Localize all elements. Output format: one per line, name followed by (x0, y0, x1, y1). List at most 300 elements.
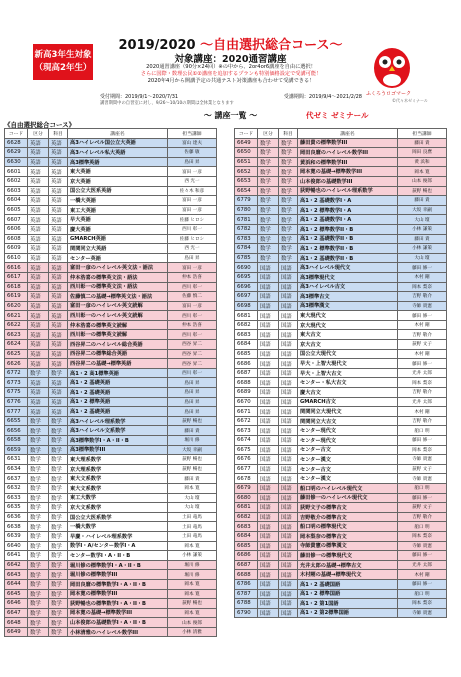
cell-code: 6687 (235, 560, 258, 570)
cell-name: センター漢文 (298, 455, 398, 465)
table-row (235, 474, 447, 484)
cell-name: 西谷昇二のハイレベル総合英語 (68, 340, 168, 350)
cell-tea: 吉野 敬介 (398, 330, 447, 340)
cell-cat: 英語 (28, 205, 49, 215)
cell-code: 6686 (235, 359, 258, 369)
cell-cat: 数学 (28, 503, 49, 513)
cell-code: 6642 (5, 560, 28, 570)
col-code: コード (235, 129, 258, 139)
cell-code: 6606 (5, 224, 28, 234)
cell-name: 高1・2 基礎英語 (68, 407, 168, 417)
table-row (5, 282, 217, 292)
cell-sub: 数学 (49, 551, 68, 561)
cell-name: 京大古文 (298, 340, 398, 350)
cell-sub: 英語 (49, 301, 68, 311)
cell-tea: 藤田 修一 (398, 579, 447, 589)
cell-cat: 数学 (28, 531, 49, 541)
cell-name: 岡田良麿のハイレベル数学III (298, 148, 398, 158)
cell-tea: 富田 一彦 (168, 196, 217, 206)
cell-name: 富田一彦のハイレベル英文読解 (68, 301, 168, 311)
cell-sub: 数学 (49, 464, 68, 474)
cell-code: 6629 (5, 148, 28, 158)
cell-tea: 光井 太郎 (398, 368, 447, 378)
table-row (235, 560, 447, 570)
col-category: 区分 (28, 129, 49, 139)
cell-cat: 国語 (258, 263, 279, 273)
header (0, 0, 461, 118)
cell-cat: 国語 (258, 464, 279, 474)
cell-code: 6675 (235, 445, 258, 455)
cell-cat: 英語 (28, 301, 49, 311)
cell-tea: 藤田 修一 (398, 436, 447, 446)
cell-tea: 大山 壇 (398, 253, 447, 263)
cell-tea: 仲本 浩喜 (168, 320, 217, 330)
cell-name: 仲本浩喜の標準英文法・語法 (68, 272, 168, 282)
cell-sub: 国語 (279, 388, 298, 398)
cell-cat: 英語 (28, 330, 49, 340)
cell-tea: 岡本 梨奈 (398, 599, 447, 609)
cell-sub: 数学 (279, 186, 298, 196)
table-row (235, 224, 447, 234)
cell-tea: 寺師 貴憲 (398, 608, 447, 618)
table-row (235, 388, 447, 398)
table-row (235, 416, 447, 426)
cell-tea: 大山 壇 (398, 215, 447, 225)
cell-sub: 国語 (279, 503, 298, 513)
cell-tea: 光井 太郎 (398, 397, 447, 407)
table-row (235, 464, 447, 474)
cell-name: 東大理系数学 (68, 455, 168, 465)
cell-tea: 荻野 暢也 (168, 464, 217, 474)
cell-sub: 英語 (49, 388, 68, 398)
table-row (235, 426, 447, 436)
cell-sub: 英語 (49, 359, 68, 369)
cell-sub: 数学 (49, 455, 68, 465)
cell-tea: 富田 一彦 (168, 301, 217, 311)
cell-code: 6645 (5, 589, 28, 599)
table-row (235, 503, 447, 513)
cell-tea: 堀川 修 (168, 436, 217, 446)
cell-name: 岡田良麿の標準数学I・A・II・B (68, 579, 168, 589)
cell-name: 国公立大医系数学 (68, 512, 168, 522)
logo-copy: ©代々木ゼミナール (392, 98, 428, 103)
cell-cat: 数学 (28, 618, 49, 628)
cell-name: 早大英語 (68, 215, 168, 225)
cell-code: 6632 (5, 483, 28, 493)
cell-cat: 国語 (258, 579, 279, 589)
cell-code: 6685 (235, 349, 258, 359)
table-row (5, 148, 217, 158)
cell-name: 高1・2 基礎国語 (298, 579, 398, 589)
cell-code: 6776 (5, 397, 28, 407)
cell-sub: 国語 (279, 474, 298, 484)
cell-sub: 英語 (49, 292, 68, 302)
cell-name: 堀川修の標準数学III (68, 570, 168, 580)
cell-code: 6784 (235, 244, 258, 254)
cell-tea: 山本 俊郎 (168, 618, 217, 628)
cell-code: 6639 (5, 531, 28, 541)
cell-cat: 英語 (28, 138, 49, 148)
cell-sub: 国語 (279, 407, 298, 417)
cell-name: 高1・2 標準数学I・A (298, 205, 398, 215)
logo-caption: ふくろうロゴマーク (366, 91, 412, 97)
cell-code: 6775 (5, 388, 28, 398)
cell-cat: 数学 (28, 551, 49, 561)
cell-tea: 西 光一 (168, 176, 217, 186)
table-row (5, 541, 217, 551)
table-row (5, 464, 217, 474)
cell-name: 早慶・ハイレベル理系数学 (68, 531, 168, 541)
cell-tea: 佐藤 慎二 (168, 292, 217, 302)
table-row (235, 196, 447, 206)
cell-sub: 国語 (279, 512, 298, 522)
table-row (235, 570, 447, 580)
col-code: コード (5, 129, 28, 139)
course-table-right (234, 128, 447, 618)
cell-name: 慶大古文 (298, 388, 398, 398)
cell-name: 黄浜和の標準数学III (298, 157, 398, 167)
course-label: 《自由選択総合コース》 (4, 121, 76, 129)
table-row (5, 330, 217, 340)
cell-tea: 富田 一彦 (168, 205, 217, 215)
table-row (235, 272, 447, 282)
cell-name: 高3標準数学I・A・II・B (68, 436, 168, 446)
cell-tea: 木村 剛 (398, 320, 447, 330)
cell-name: 関関同立大古文 (298, 416, 398, 426)
cell-code: 6643 (5, 570, 28, 580)
cell-name: 高1・2 基礎英語 (68, 388, 168, 398)
table-row (235, 378, 447, 388)
cell-cat: 国語 (258, 551, 279, 561)
cell-sub: 数学 (49, 522, 68, 532)
cell-cat: 国語 (258, 599, 279, 609)
cell-tea: 藤田 修一 (398, 551, 447, 561)
cell-tea: 堀川 修 (168, 560, 217, 570)
cell-sub: 数学 (49, 436, 68, 446)
table-row (5, 599, 217, 609)
table-row (5, 474, 217, 484)
cell-sub: 数学 (49, 541, 68, 551)
table-row (5, 292, 217, 302)
table-row (235, 157, 447, 167)
table-row (5, 531, 217, 541)
cell-tea: 木村 剛 (398, 272, 447, 282)
cell-code: 6677 (235, 464, 258, 474)
table-row (5, 359, 217, 369)
cell-code: 6782 (235, 224, 258, 234)
cell-tea: 西川 彰一 (168, 311, 217, 321)
cell-code: 6648 (5, 618, 28, 628)
table-row (235, 186, 447, 196)
cell-code: 6680 (235, 493, 258, 503)
cell-sub: 数学 (279, 176, 298, 186)
table-header (5, 129, 217, 139)
cell-name: 高1・2 基礎数学II・B (298, 234, 398, 244)
cell-sub: 数学 (49, 599, 68, 609)
cell-tea: 岡本 寛 (398, 167, 447, 177)
cell-tea: 荻野 暢也 (168, 416, 217, 426)
cell-code: 6623 (5, 330, 28, 340)
cell-name: 京大理系数学 (68, 464, 168, 474)
table-row (235, 541, 447, 551)
cell-code: 6630 (5, 157, 28, 167)
cell-tea: 佐々木 和彦 (168, 186, 217, 196)
cell-cat: 数学 (258, 205, 279, 215)
cell-cat: 数学 (258, 148, 279, 158)
cell-cat: 英語 (28, 263, 49, 273)
col-subject: 科目 (49, 129, 68, 139)
cell-name: 高3標準古文 (298, 292, 398, 302)
cell-sub: 数学 (279, 148, 298, 158)
cell-sub: 英語 (49, 263, 68, 273)
cell-name: 関関同立大現代文 (298, 407, 398, 417)
cell-cat: 国語 (258, 474, 279, 484)
cell-name: 岡本梨奈の標準古文 (298, 531, 398, 541)
cell-cat: 数学 (258, 176, 279, 186)
cell-cat: 数学 (258, 224, 279, 234)
cell-sub: 数学 (49, 416, 68, 426)
cell-tea: 西谷 昇二 (168, 340, 217, 350)
table-row (5, 263, 217, 273)
badge-line1: 新高3年生対象 (34, 50, 92, 60)
cell-cat: 国語 (258, 368, 279, 378)
cell-sub: 数学 (49, 618, 68, 628)
cell-tea: 寺師 貴憲 (398, 455, 447, 465)
cell-cat: 数学 (28, 416, 49, 426)
cell-code: 6696 (235, 282, 258, 292)
cell-name: 高1・2 第1国語 (298, 599, 398, 609)
cell-tea: 藤田 修一 (398, 493, 447, 503)
cell-sub: 英語 (49, 157, 68, 167)
cell-sub: 国語 (279, 292, 298, 302)
cell-tea: 西谷 昇二 (168, 359, 217, 369)
cell-sub: 英語 (49, 330, 68, 340)
cell-sub: 数学 (49, 503, 68, 513)
cell-code: 6634 (5, 464, 28, 474)
cell-tea: 西川 彰一 (168, 330, 217, 340)
cell-cat: 英語 (28, 272, 49, 282)
cell-sub: 国語 (279, 330, 298, 340)
table-row (5, 244, 217, 254)
cell-cat: 国語 (258, 445, 279, 455)
cell-cat: 数学 (28, 436, 49, 446)
cell-tea: 木村 剛 (398, 570, 447, 580)
table-row (235, 589, 447, 599)
table-row (235, 579, 447, 589)
cell-name: 東大文系数学 (68, 483, 168, 493)
cell-tea: 佐藤 ヒロシ (168, 234, 217, 244)
cell-cat: 数学 (28, 589, 49, 599)
cell-cat: 数学 (28, 579, 49, 589)
table-row (235, 234, 447, 244)
cell-cat: 英語 (28, 148, 49, 158)
cell-sub: 国語 (279, 426, 298, 436)
cell-tea: 藤田 貴 (168, 426, 217, 436)
cell-sub: 英語 (49, 311, 68, 321)
cell-sub: 国語 (279, 320, 298, 330)
cell-name: 高3標準英語 (68, 157, 168, 167)
table-row (235, 167, 447, 177)
cell-cat: 国語 (258, 483, 279, 493)
cell-cat: 数学 (28, 627, 49, 637)
cell-code: 6670 (235, 397, 258, 407)
cell-cat: 数学 (28, 541, 49, 551)
cell-sub: 国語 (279, 378, 298, 388)
cell-name: 京大現代文 (298, 320, 398, 330)
table-row (235, 311, 447, 321)
cell-cat: 英語 (28, 320, 49, 330)
cell-tea: 岡本 寛 (168, 483, 217, 493)
col-teacher: 担当講師 (398, 129, 447, 139)
table-row (5, 627, 217, 637)
cell-tea: 岡本 寛 (168, 541, 217, 551)
table-row (5, 579, 217, 589)
cell-sub: 数学 (279, 253, 298, 263)
table-row (235, 292, 447, 302)
cell-code: 6697 (235, 292, 258, 302)
desc-line1: 2020通習講座（90分×24回）※の中から、2or4or6講座を自由に選択！ (146, 64, 316, 70)
cell-cat: 英語 (28, 349, 49, 359)
cell-code: 6653 (235, 176, 258, 186)
table-row (5, 388, 217, 398)
cell-cat: 国語 (258, 512, 279, 522)
table-row (5, 176, 217, 186)
cell-code: 6681 (235, 311, 258, 321)
cell-tea: 荻野 暢也 (168, 599, 217, 609)
cell-name: 東大現代文 (298, 311, 398, 321)
table-row (5, 618, 217, 628)
cell-cat: 国語 (258, 282, 279, 292)
cell-name: 藤田貴の標準数学III (298, 138, 398, 148)
cell-code: 6633 (5, 493, 28, 503)
cell-tea: 富田 一彦 (168, 263, 217, 273)
table-row (235, 522, 447, 532)
cell-cat: 国語 (258, 301, 279, 311)
course-table-left (4, 128, 217, 637)
cell-tea: 船口 明 (398, 426, 447, 436)
cell-name: 西谷昇二の標準総合英語 (68, 349, 168, 359)
table-row (235, 483, 447, 493)
cell-code: 6773 (5, 378, 28, 388)
cell-sub: 国語 (279, 522, 298, 532)
cell-code: 6640 (5, 541, 28, 551)
cell-code: 6601 (5, 167, 28, 177)
cell-cat: 英語 (28, 196, 49, 206)
cell-sub: 国語 (279, 445, 298, 455)
cell-tea: 藤田 貴 (398, 234, 447, 244)
cell-name: 西川彰一のハイレベル英文読解 (68, 311, 168, 321)
cell-tea: 光井 太郎 (398, 560, 447, 570)
cell-tea: 吉野 敬介 (398, 292, 447, 302)
cell-code: 6609 (5, 244, 28, 254)
cell-name: GMARCH英語 (68, 234, 168, 244)
cell-sub: 国語 (279, 359, 298, 369)
cell-cat: 国語 (258, 560, 279, 570)
cell-name: 堀川修の標準数学I・A・II・B (68, 560, 168, 570)
cell-code: 6777 (5, 407, 28, 417)
cell-tea: 岡本 寛 (168, 579, 217, 589)
cell-name: 高1・2 標準英語 (68, 397, 168, 407)
cell-tea: 小林 清雅 (168, 627, 217, 637)
cell-sub: 数学 (49, 608, 68, 618)
cell-sub: 英語 (49, 272, 68, 282)
cell-name: 高3ハイレベル理系数学 (68, 416, 168, 426)
table-row (5, 205, 217, 215)
cell-sub: 英語 (49, 407, 68, 417)
cell-name: 一橋大英語 (68, 196, 168, 206)
cell-code: 6631 (5, 455, 28, 465)
cell-name: 西川彰一の標準英文読解 (68, 330, 168, 340)
cell-tea: 大坂 幸嗣 (168, 445, 217, 455)
cell-tea: 島田 昇 (168, 407, 217, 417)
cell-name: 高3ハイレベル文系数学 (68, 426, 168, 436)
cell-cat: 数学 (258, 186, 279, 196)
table-row (5, 378, 217, 388)
desc-line3: 2020年4月から開講予定の共通テスト対策講座も合わせて受講できる！ (147, 78, 315, 85)
cell-code: 6649 (235, 138, 258, 148)
cell-cat: 数学 (28, 426, 49, 436)
cell-name: 荻野文子の標準古文 (298, 503, 398, 513)
cell-tea: 藤田 貴 (398, 138, 447, 148)
cell-sub: 英語 (49, 378, 68, 388)
title-year: 2019/2020 (118, 38, 196, 53)
cell-tea: 寺師 貴憲 (398, 541, 447, 551)
cell-cat: 英語 (28, 234, 49, 244)
cell-name: 西川彰一の標準英文法・語法 (68, 282, 168, 292)
cell-tea: 大山 壇 (168, 493, 217, 503)
cell-name: 光井太郎の基礎→標準古文 (298, 560, 398, 570)
cell-name: 高1・2 基礎数学I・A (298, 215, 398, 225)
table-row (235, 330, 447, 340)
cell-tea: 土田 竜馬 (168, 522, 217, 532)
table-row (235, 349, 447, 359)
cell-code: 6684 (235, 531, 258, 541)
cell-tea: 藤田 修一 (398, 359, 447, 369)
cell-code: 6674 (235, 436, 258, 446)
cell-name: センター古文 (298, 464, 398, 474)
cell-tea: 富山 達夫 (168, 138, 217, 148)
cell-tea: 藤田 貴 (168, 474, 217, 484)
cell-code: 6686 (235, 551, 258, 561)
cell-sub: 国語 (279, 282, 298, 292)
cell-name: センター現代文 (298, 426, 398, 436)
desc-line2: さらに国際・数理公民①②講座を追加するプランも特別価格設定で受講可能！ (140, 71, 322, 78)
cell-code: 6656 (5, 426, 28, 436)
table-row (5, 196, 217, 206)
cell-code: 6683 (235, 522, 258, 532)
table-row (235, 253, 447, 263)
cell-code: 6652 (235, 167, 258, 177)
cell-tea: 寺師 貴憲 (398, 474, 447, 484)
cell-name: 高3標準現代文 (298, 272, 398, 282)
cell-name: 山本俊郎の基礎数学I・A・II・B (68, 618, 168, 628)
cell-cat: 英語 (28, 359, 49, 369)
cell-code: 6644 (5, 579, 28, 589)
cell-sub: 国語 (279, 483, 298, 493)
cell-tea: 小林 謙策 (398, 244, 447, 254)
table-row (235, 176, 447, 186)
cell-sub: 数学 (279, 196, 298, 206)
cell-cat: 数学 (28, 445, 49, 455)
cell-tea: 土田 竜馬 (168, 512, 217, 522)
table-row (5, 455, 217, 465)
cell-sub: 英語 (49, 186, 68, 196)
table-row (5, 349, 217, 359)
cell-cat: 英語 (28, 215, 49, 225)
cell-sub: 英語 (49, 167, 68, 177)
cell-code: 6603 (5, 186, 28, 196)
cell-tea: 島田 昇 (168, 397, 217, 407)
